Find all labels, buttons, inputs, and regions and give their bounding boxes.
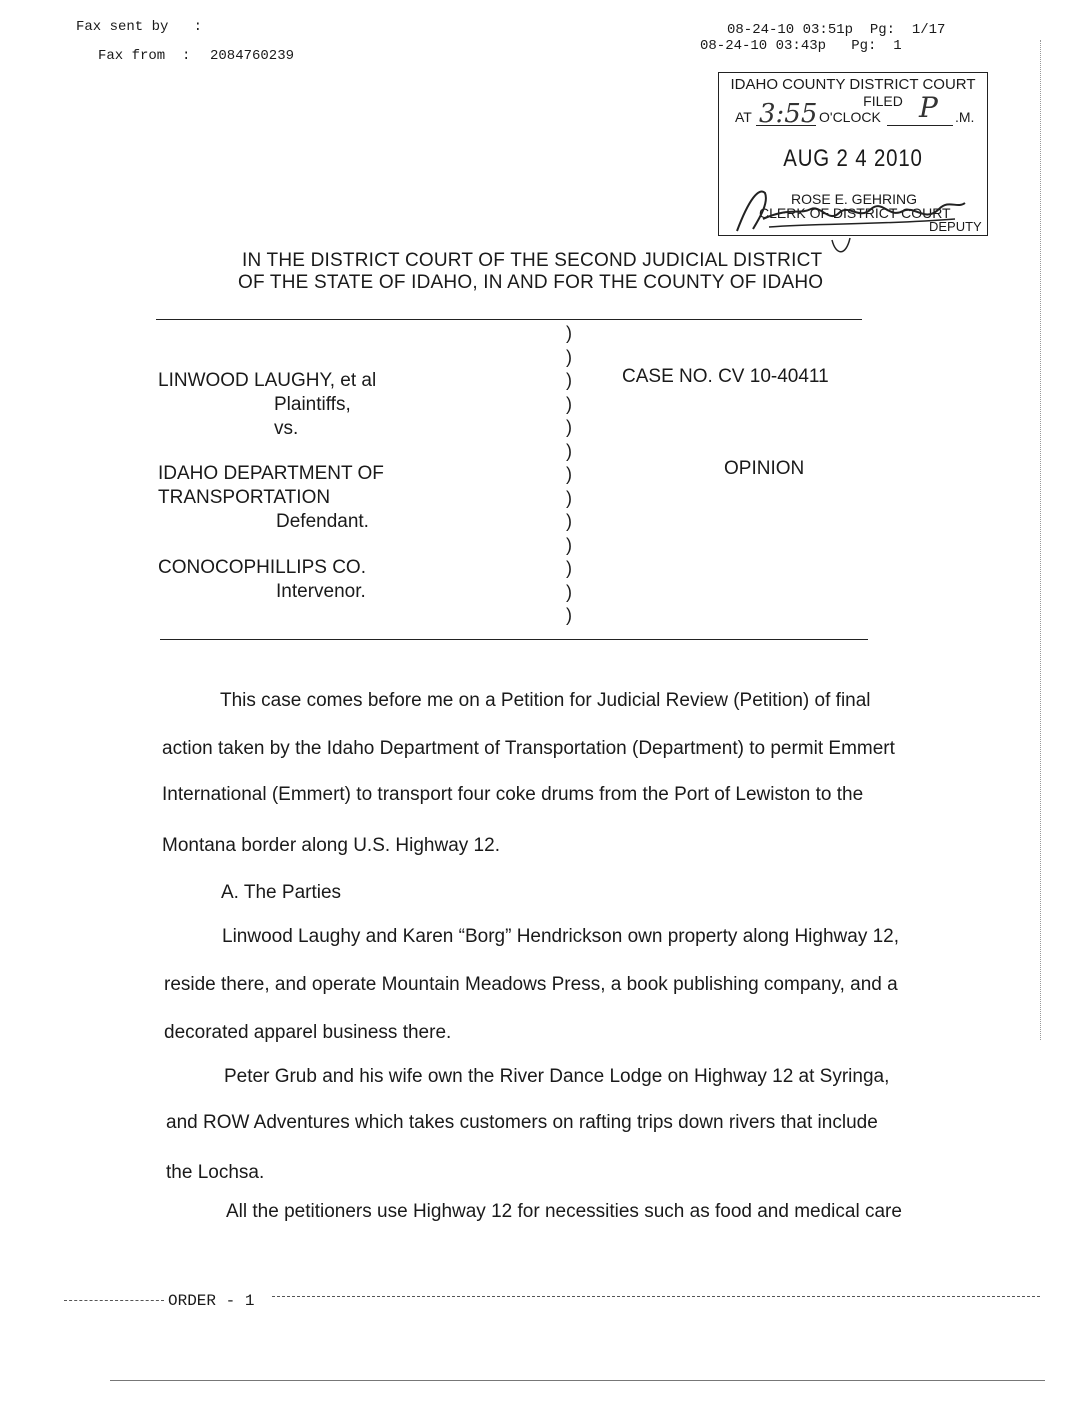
stamp-deputy: DEPUTY (929, 219, 982, 234)
stamp-meridiem-rule (887, 125, 953, 126)
page-bottom-rule (110, 1380, 1045, 1381)
body-line: Linwood Laughy and Karen “Borg” Hendrickson own property along Highway 12, (222, 926, 900, 947)
paren: ) (566, 464, 572, 484)
scan-edge (1040, 40, 1042, 1040)
stamp-oclock: O'CLOCK (819, 109, 881, 125)
defendant-name-2: TRANSPORTATION (158, 487, 331, 508)
stamp-court: IDAHO COUNTY DISTRICT COURT (730, 76, 976, 93)
stamp-meridiem: P (919, 91, 938, 124)
paren: ) (566, 346, 572, 367)
caption-paren-column (566, 322, 572, 628)
stamp-m-suffix: .M. (955, 109, 975, 125)
plaintiff-name: LINWOOD LAUGHY, et al (158, 370, 377, 391)
body-line: International (Emmert) to transport four coke drums from the Port of Lewiston to the (162, 784, 864, 805)
court-heading-line2: OF THE STATE OF IDAHO, IN AND FOR THE COUNTY OF IDAHO (238, 272, 824, 293)
body-line: All the petitioners use Highway 12 for necessities such as food and medical care (226, 1201, 902, 1222)
case-number: CASE NO. CV 10-40411 (622, 366, 829, 387)
paren: ) (566, 393, 572, 414)
stamp-date: AUG 2 4 2010 (783, 145, 923, 172)
stamp-tail-mark (830, 236, 852, 260)
stamp-time: 3:55 (759, 99, 818, 129)
stamp-clerk-title: CLERK OF DISTRICT COURT (759, 205, 951, 221)
fax-sent-by: Fax sent by : (76, 19, 203, 35)
stamp-clerk-name: ROSE E. GEHRING (791, 191, 918, 207)
filed-stamp (718, 72, 988, 236)
footer-rule-left (64, 1300, 164, 1301)
paren: ) (566, 323, 572, 343)
stamp-at: AT (735, 109, 752, 125)
body-line: decorated apparel business there. (164, 1022, 452, 1043)
paren: ) (566, 370, 572, 390)
document-type: OPINION (724, 458, 805, 479)
fax-from-label: Fax from : (98, 48, 191, 64)
caption-bottom-rule (160, 639, 868, 640)
paren: ) (566, 440, 572, 461)
intervenor-name: CONOCOPHILLIPS CO. (158, 557, 366, 578)
caption-top-rule (156, 319, 862, 320)
versus: vs. (274, 418, 299, 439)
paren: ) (566, 417, 572, 437)
paren: ) (566, 534, 572, 555)
stamp-time-rule (756, 125, 816, 126)
body-line: Montana border along U.S. Highway 12. (162, 835, 500, 856)
paren: ) (566, 581, 572, 602)
paren: ) (566, 487, 572, 508)
court-heading-line1: IN THE DISTRICT COURT OF THE SECOND JUDICIAL DISTRICT (242, 250, 823, 271)
footer-label: ORDER - 1 (168, 1292, 255, 1310)
intervenor-role: Intervenor. (276, 581, 366, 602)
section-heading: A. The Parties (221, 882, 342, 903)
defendant-role: Defendant. (276, 511, 369, 532)
footer-rule-right (272, 1296, 1040, 1297)
body-line: and ROW Adventures which takes customers on rafting trips down rivers that include (166, 1112, 878, 1133)
fax-timestamp-2: 08-24-10 03:43p Pg: 1 (700, 38, 902, 54)
defendant-name-1: IDAHO DEPARTMENT OF (158, 463, 384, 484)
body-line: reside there, and operate Mountain Meadows Press, a book publishing company, and a (164, 974, 898, 995)
clerk-signature (729, 179, 979, 237)
plaintiff-role: Plaintiffs, (274, 394, 351, 415)
stamp-filed: FILED (863, 93, 903, 109)
body-line: Peter Grub and his wife own the River Dance Lodge on Highway 12 at Syringa, (224, 1066, 890, 1087)
body-line: This case comes before me on a Petition for Judicial Review (Petition) of final (220, 690, 871, 711)
body-line: the Lochsa. (166, 1162, 265, 1183)
fax-from-number: 2084760239 (210, 48, 295, 64)
paren: ) (566, 558, 572, 578)
paren: ) (566, 511, 572, 531)
fax-timestamp-1: 08-24-10 03:51p Pg: 1/17 (727, 22, 946, 38)
body-line: action taken by the Idaho Department of Transportation (Department) to permit Emmert (162, 738, 895, 759)
paren: ) (566, 605, 572, 625)
